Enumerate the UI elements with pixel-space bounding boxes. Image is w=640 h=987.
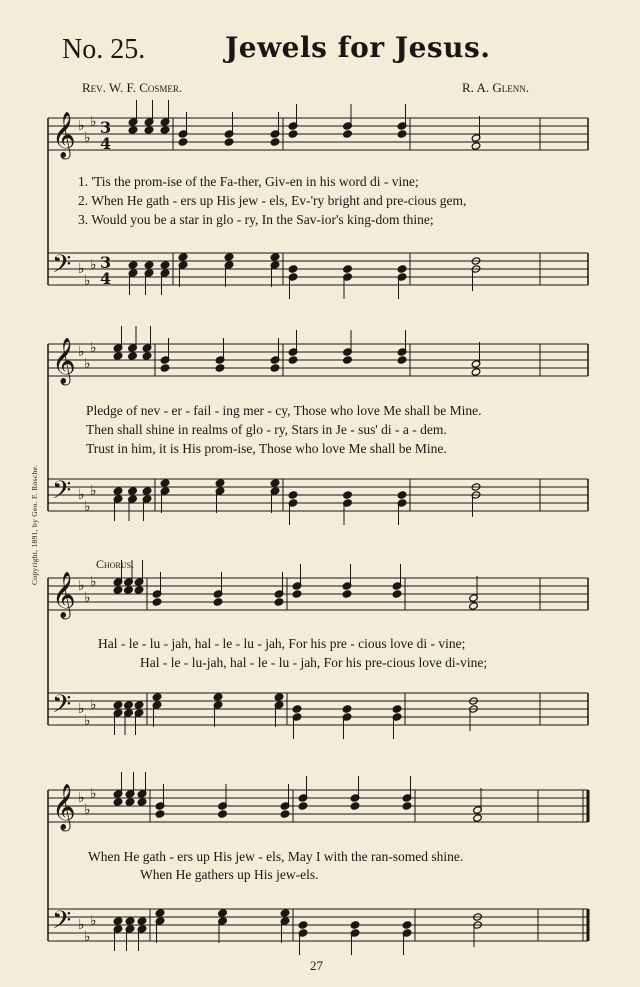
note-head [288,130,298,138]
note-head [125,798,135,806]
note-head [128,261,138,269]
lyric-line: 3. Would you be a star in glo - ry, In the Sav-ior's king-dom thine; [78,212,434,227]
note-head [280,810,290,818]
note-head [142,487,152,495]
note-head [397,265,407,273]
note-head [113,917,123,925]
note-head [270,364,280,372]
flat-sign: ♭ [78,917,85,933]
treble-clef: 𝄞 [52,112,76,158]
note-head [274,598,284,606]
note-head [350,802,360,810]
note-head [128,352,138,360]
note-head [298,921,308,929]
note-head [125,917,135,925]
time-signature-top: 3 [100,253,112,272]
note-head [342,705,352,713]
flat-sign: ♭ [90,483,97,499]
note-head [155,810,165,818]
note-head [134,701,144,709]
flat-sign: ♭ [78,701,85,717]
note-head [218,810,228,818]
note-head [224,138,234,146]
time-signature-bottom: 4 [100,134,112,153]
treble-clef: 𝄞 [52,338,76,384]
lyric-line: Hal - le - lu - jah, hal - le - lu - jah, For his pre - cious love di - vine; [98,636,466,651]
lyric-line: Hal - le - lu-jah, hal - le - lu - jah, For his pre-cious love di-vine; [140,655,488,670]
note-head [113,798,123,806]
note-head [113,701,123,709]
flat-sign: ♭ [84,273,91,289]
note-head [144,126,154,134]
note-head [213,693,223,701]
note-head [292,705,302,713]
note-head [350,921,360,929]
note-head [160,126,170,134]
note-head [213,598,223,606]
bass-clef: 𝄢 [52,906,72,941]
note-head [473,814,483,822]
note-head [274,693,284,701]
note-head [402,921,412,929]
note-head [343,265,353,273]
flat-sign: ♭ [84,130,91,146]
note-head [218,909,228,917]
note-head [128,126,138,134]
note-head [137,798,147,806]
time-signature-bottom: 4 [100,269,112,288]
lyric-line: When He gath - ers up His jew - els, May I with the ran-somed shine. [88,849,464,864]
lyric-line: Then shall shine in realms of glo - ry, Stars in Je - sus' di - a - dem. [86,422,447,437]
note-head [343,356,353,364]
page-number: 27 [310,958,323,973]
flat-sign: ♭ [78,487,85,503]
flat-sign: ♭ [78,118,85,134]
hymn-number: No. 25. [62,34,146,65]
note-head [288,356,298,364]
note-head [288,265,298,273]
note-head [215,479,225,487]
note-head [288,491,298,499]
flat-sign: ♭ [78,344,85,360]
flat-sign: ♭ [84,590,91,606]
note-head [471,368,481,376]
note-head [160,479,170,487]
flat-sign: ♭ [78,790,85,806]
note-head [402,802,412,810]
note-head [298,802,308,810]
note-head [113,487,123,495]
treble-clef: 𝄞 [52,572,76,618]
note-head [397,130,407,138]
flat-sign: ♭ [90,340,97,356]
flat-sign: ♭ [84,356,91,372]
flat-sign: ♭ [90,257,97,273]
note-head [144,261,154,269]
note-head [342,590,352,598]
note-head [113,352,123,360]
flat-sign: ♭ [90,913,97,929]
treble-clef: 𝄞 [52,784,76,830]
note-head [397,356,407,364]
flat-sign: ♭ [90,697,97,713]
note-head [343,130,353,138]
bass-clef: 𝄢 [52,690,72,725]
hymn-title: Jewels for Jesus. [225,31,491,64]
note-head [270,138,280,146]
note-head [134,586,144,594]
note-head [471,142,481,150]
note-head [124,586,134,594]
note-head [128,487,138,495]
note-head [137,917,147,925]
note-head [160,364,170,372]
flat-sign: ♭ [84,929,91,945]
note-head [124,701,134,709]
flat-sign: ♭ [84,499,91,515]
note-head [152,693,162,701]
lyric-line: Trust in him, it is His prom-ise, Those who love Me shall be Mine. [86,441,447,456]
note-head [292,590,302,598]
note-head [113,586,123,594]
flat-sign: ♭ [90,786,97,802]
flat-sign: ♭ [90,114,97,130]
note-head [152,598,162,606]
note-head [215,364,225,372]
lyric-line: 1. 'Tis the prom-ise of the Fa-ther, Giv-en in his word di - vine; [78,174,419,189]
note-head [155,909,165,917]
lyricist-credit: Rev. W. F. Cosmer. [82,80,183,95]
copyright-notice: Copyright, 1891, by Geo. F. Rosche. [30,464,39,585]
note-head [270,479,280,487]
note-head [178,253,188,261]
flat-sign: ♭ [78,261,85,277]
note-head [343,491,353,499]
composer-credit: R. A. Glenn. [462,80,529,95]
note-head [280,909,290,917]
note-head [160,261,170,269]
note-head [397,491,407,499]
flat-sign: ♭ [90,574,97,590]
note-head [270,253,280,261]
time-signature-top: 3 [100,118,112,137]
note-head [142,352,152,360]
note-head [392,590,402,598]
flat-sign: ♭ [78,578,85,594]
chorus-label: Chorus. [96,557,135,571]
note-head [392,705,402,713]
bass-clef: 𝄢 [52,476,72,511]
note-head [178,138,188,146]
note-head [469,602,479,610]
flat-sign: ♭ [84,802,91,818]
lyric-line: Pledge of nev - er - fail - ing mer - cy, Those who love Me shall be Mine. [86,403,482,418]
lyric-line: 2. When He gath - ers up His jew - els, Ev-'ry bright and pre-cious gem, [78,193,467,208]
lyric-line: When He gathers up His jew-els. [140,867,319,882]
bass-clef: 𝄢 [52,250,72,285]
note-head [224,253,234,261]
flat-sign: ♭ [84,713,91,729]
